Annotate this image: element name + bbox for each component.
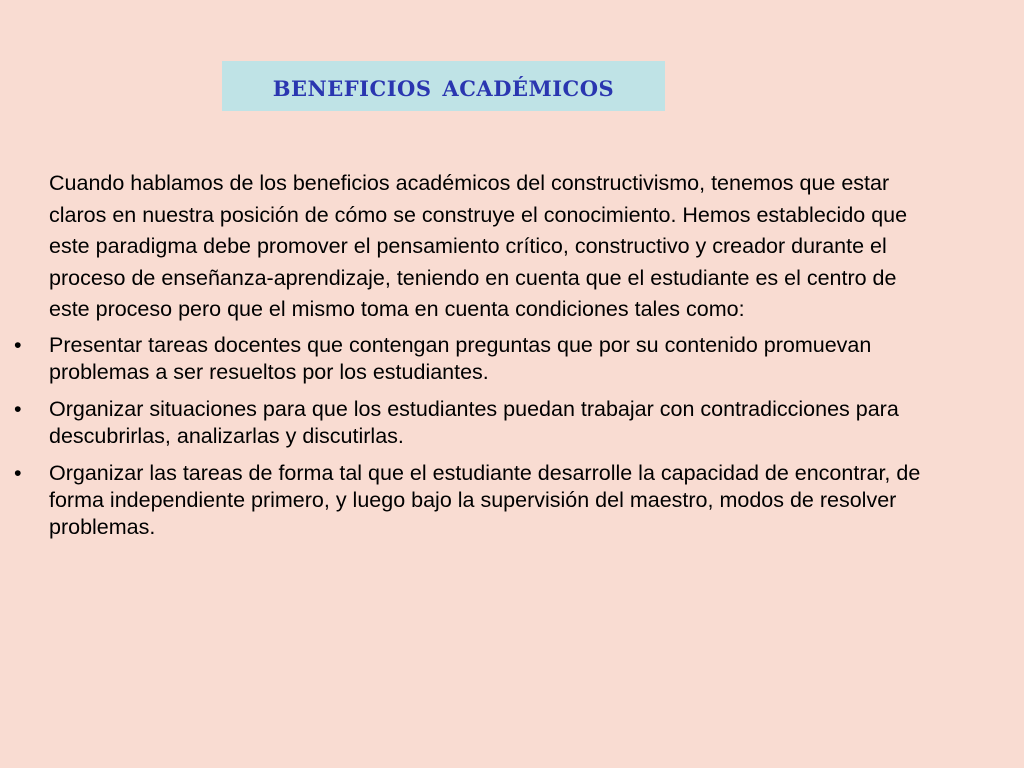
slide-title-box [222, 61, 665, 111]
bullet-text: Presentar tareas docentes que contengan preguntas que por su contenido promuevan problemas a ser resueltos por los estudiantes. [49, 332, 872, 384]
list-item [0, 332, 939, 386]
bullet-icon: • [14, 396, 22, 421]
bullet-list [0, 332, 1024, 541]
list-item [0, 396, 939, 450]
intro-paragraph: Cuando hablamos de los beneficios académicos del constructivismo, tenemos que estar claros en nuestra posición de cómo se construye el conocimiento. Hemos establecido que este paradigma debe promover el pensamiento crítico, constructivo y creador durante el proceso de enseñanza-aprendizaje, teniendo en cuenta que el estudiante es el centro de este proceso pero que el mismo toma en cuenta condiciones tales como: [49, 171, 908, 321]
bullet-text: Organizar situaciones para que los estudiantes puedan trabajar con contradicciones para descubrirlas, analizarlas y discutirlas. [49, 396, 899, 448]
slide-title: beneficios académicos [272, 68, 615, 104]
list-item [0, 460, 939, 541]
slide-body [0, 168, 1024, 551]
bullet-icon: • [14, 332, 22, 357]
bullet-text: Organizar las tareas de forma tal que el estudiante desarrolle la capacidad de encontrar, de forma independiente primero, y luego bajo la supervisión del maestro, modos de resolver problemas. [49, 460, 921, 539]
bullet-icon: • [14, 460, 22, 485]
